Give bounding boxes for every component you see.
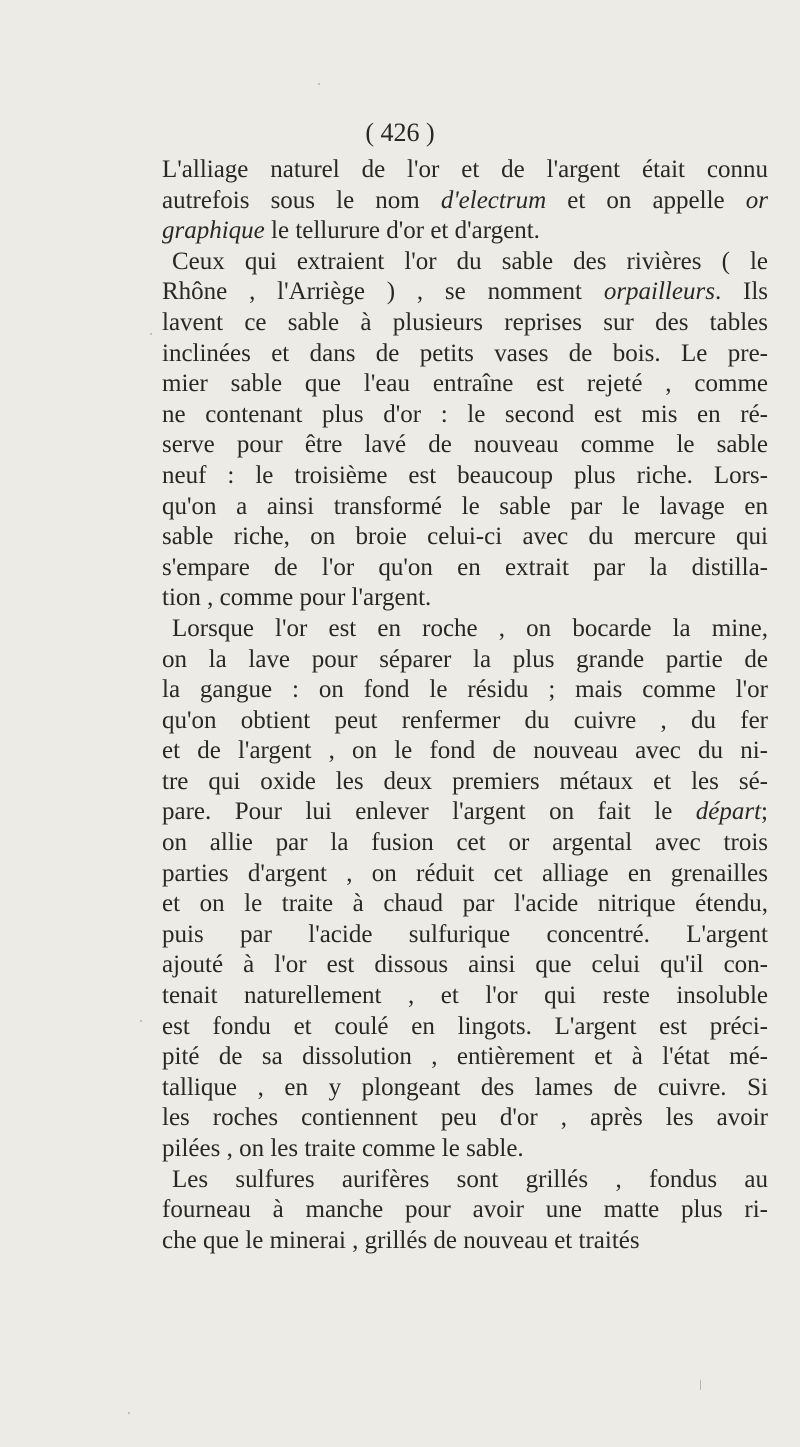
text-run: la gangue : on fond le résidu ; mais comme l'or	[162, 676, 768, 704]
text-line	[162, 247, 768, 278]
text-line	[162, 1012, 768, 1043]
paragraph	[162, 1165, 768, 1257]
text-run: qu'on obtient peut renfermer du cuivre , du fer	[162, 706, 768, 734]
text-run: tion , comme pour l'argent.	[162, 584, 432, 612]
text-run: et de l'argent , on le fond de nouveau avec du ni-	[162, 737, 768, 765]
text-line	[162, 614, 768, 645]
text-line	[162, 186, 768, 217]
text-run: puis par l'acide sulfurique concentré. L'argent	[162, 920, 768, 948]
text-line	[162, 797, 768, 828]
text-run: Les sulfures aurifères sont grillés , fondus au	[172, 1165, 768, 1193]
text-line	[162, 981, 768, 1012]
text-run: Lorsque l'or est en roche , on bocarde la mine,	[172, 614, 768, 642]
text-line	[162, 828, 768, 859]
text-run: inclinées et dans de petits vases de bois. Le pre-	[162, 339, 768, 367]
paragraph	[162, 155, 768, 247]
text-run: che que le minerai , grillés de nouveau et traités	[162, 1226, 640, 1254]
italic-term: d'electrum	[440, 186, 547, 214]
text-run: Ceux qui extraient l'or du sable des rivières ( le	[172, 247, 768, 275]
text-run: ne contenant plus d'or : le second est mis en ré-	[162, 400, 768, 428]
text-line	[162, 859, 768, 890]
text-line	[162, 767, 768, 798]
text-run: ajouté à l'or est dissous ainsi que celui qu'il con-	[162, 951, 768, 979]
paragraph	[162, 247, 768, 614]
text-line	[162, 400, 768, 431]
text-run: pare. Pour lui enlever l'argent on fait le	[162, 798, 696, 826]
text-run: autrefois sous le nom	[162, 186, 441, 214]
text-line	[162, 1226, 768, 1257]
text-line	[162, 583, 768, 614]
text-run: pilées , on les traite comme le sable.	[162, 1135, 524, 1162]
text-run: pité de sa dissolution , entièrement et à l'état mé-	[162, 1043, 768, 1071]
text-run: et on le traite à chaud par l'acide nitrique étendu,	[162, 890, 768, 918]
text-line	[162, 1073, 768, 1104]
text-line	[162, 1042, 768, 1073]
text-line	[162, 1103, 768, 1134]
text-block	[162, 155, 768, 1256]
text-run: neuf : le troisième est beaucoup plus riche. Lors-	[162, 461, 768, 489]
paper-speck	[318, 83, 320, 85]
text-line	[162, 430, 768, 461]
text-line	[162, 308, 768, 339]
text-run: qu'on a ainsi transformé le sable par le lavage en	[162, 492, 768, 520]
italic-term: orpailleurs	[603, 278, 715, 306]
text-run: ;	[761, 798, 768, 826]
text-run: L'alliage naturel de l'or et de l'argent était connu	[162, 156, 768, 183]
italic-term: or	[745, 186, 768, 214]
paragraph	[162, 614, 768, 1165]
text-line	[162, 1134, 768, 1165]
text-line	[162, 492, 768, 523]
text-run: le tellurure d'or et d'argent.	[264, 217, 540, 245]
text-line	[162, 369, 768, 400]
paper-speck	[140, 1020, 142, 1022]
text-run: serve pour être lavé de nouveau comme le sable	[162, 431, 768, 459]
text-line	[162, 675, 768, 706]
text-line	[162, 553, 768, 584]
text-run: parties d'argent , on réduit cet alliage en grenailles	[162, 859, 768, 887]
text-line	[162, 461, 768, 492]
paper-speck	[150, 333, 152, 335]
text-run: on la lave pour séparer la plus grande partie de	[162, 645, 768, 673]
text-line	[162, 216, 768, 247]
italic-term: graphique	[162, 217, 265, 245]
text-run: et on appelle	[546, 186, 746, 214]
text-run: fourneau à manche pour avoir une matte plus ri-	[162, 1196, 768, 1224]
text-line	[162, 889, 768, 920]
text-line	[162, 920, 768, 951]
text-line	[162, 950, 768, 981]
paper-speck	[700, 1380, 701, 1390]
text-run: tenait naturellement , et l'or qui reste insoluble	[162, 982, 768, 1010]
text-line	[162, 1195, 768, 1226]
text-run: tallique , en y plongeant des lames de cuivre. Si	[162, 1073, 768, 1101]
text-run: s'empare de l'or qu'on en extrait par la distilla-	[162, 553, 768, 581]
text-line	[162, 277, 768, 308]
text-line	[162, 1165, 768, 1196]
text-run: lavent ce sable à plusieurs reprises sur des tables	[162, 308, 768, 336]
text-run: tre qui oxide les deux premiers métaux et les sé-	[162, 767, 768, 795]
paper-speck	[128, 1412, 130, 1414]
text-line	[162, 522, 768, 553]
text-line	[162, 706, 768, 737]
text-line	[162, 645, 768, 676]
text-run: sable riche, on broie celui-ci avec du mercure qui	[162, 523, 768, 551]
text-run: mier sable que l'eau entraîne est rejeté , comme	[162, 370, 768, 398]
text-line	[162, 155, 768, 186]
page-number: ( 426 )	[365, 118, 435, 147]
text-line	[162, 736, 768, 767]
text-run: Rhône , l'Arriège ) , se nomment	[162, 278, 604, 306]
text-line	[162, 339, 768, 370]
italic-term: départ	[695, 798, 762, 826]
text-run: est fondu et coulé en lingots. L'argent est préci-	[162, 1012, 768, 1040]
text-run: . Ils	[714, 278, 768, 306]
text-run: les roches contiennent peu d'or , après les avoir	[162, 1104, 768, 1132]
text-run: on allie par la fusion cet or argental avec trois	[162, 829, 768, 857]
